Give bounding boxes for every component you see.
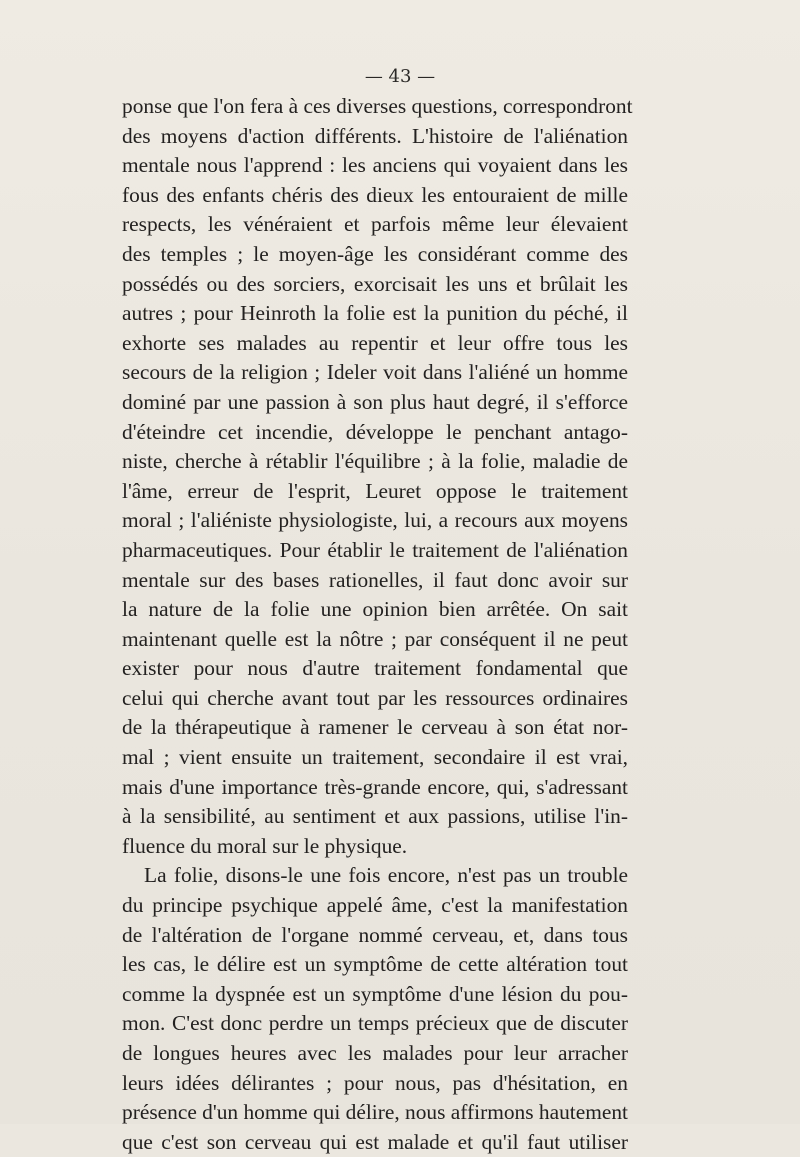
text-line: possédés ou des sorciers, exorcisait les uns et brûlait les xyxy=(122,271,628,296)
text-line: d'éteindre cet incendie, développe le penchant antago- xyxy=(122,419,628,444)
text-line: les cas, le délire est un symptôme de cette altération tout xyxy=(122,952,628,977)
text-line: des temples ; le moyen-âge les considérant comme des xyxy=(122,241,628,266)
text-line: des moyens d'action différents. L'histoire de l'aliénation xyxy=(122,123,628,148)
text-line: dominé par une passion à son plus haut degré, il s'efforce xyxy=(122,389,628,414)
text-line: maintenant quelle est la nôtre ; par conséquent il ne peut xyxy=(122,626,628,651)
text-line: à la sensibilité, au sentiment et aux passions, utilise l'in- xyxy=(122,804,628,829)
text-line: de longues heures avec les malades pour leur arracher xyxy=(122,1041,628,1065)
text-line: fous des enfants chéris des dieux les entouraient de mille xyxy=(122,182,628,207)
text-line: moral ; l'aliéniste physiologiste, lui, a recours aux moyens xyxy=(122,508,628,533)
page-number: — 43 — xyxy=(364,66,436,87)
text-line: exister pour nous d'autre traitement fondamental que xyxy=(122,656,628,681)
body-text xyxy=(122,92,633,1157)
text-line: présence d'un homme qui délire, nous affirmons hautement xyxy=(122,1100,629,1125)
text-line: que c'est son cerveau qui est malade et qu'il faut utiliser xyxy=(122,1129,628,1154)
text-line: comme la dyspnée est un symptôme d'une lésion du pou- xyxy=(122,981,628,1006)
text-line: de l'altération de l'organe nommé cerveau, et, dans tous xyxy=(122,922,628,947)
text-line: autres ; pour Heinroth la folie est la punition du péché, il xyxy=(122,301,628,326)
text-line: mentale nous l'apprend : les anciens qui voyaient dans les xyxy=(122,153,628,178)
text-line: niste, cherche à rétablir l'équilibre ; à la folie, maladie de xyxy=(122,449,628,474)
text-line: ponse que l'on fera à ces diverses questions, correspondront xyxy=(122,94,633,118)
paragraph-start-line: La folie, disons-le une fois encore, n'est pas un trouble xyxy=(144,863,628,888)
text-line: de la thérapeutique à ramener le cerveau à son état nor- xyxy=(122,715,628,740)
paragraph-end-line: fluence du moral sur le physique. xyxy=(122,833,408,858)
text-line: secours de la religion ; Ideler voit dans l'aliéné un homme xyxy=(122,360,628,385)
text-line: l'âme, erreur de l'esprit, Leuret oppose le traitement xyxy=(122,478,628,503)
text-line: leurs idées délirantes ; pour nous, pas d'hésitation, en xyxy=(122,1070,628,1095)
text-line: celui qui cherche avant tout par les ressources ordinaires xyxy=(122,685,628,710)
text-line: la nature de la folie une opinion bien arrêtée. On sait xyxy=(122,597,628,622)
text-line: mentale sur des bases rationelles, il faut donc avoir sur xyxy=(122,567,628,592)
text-line: pharmaceutiques. Pour établir le traitement de l'aliénation xyxy=(122,537,628,562)
text-line: du principe psychique appelé âme, c'est la manifestation xyxy=(122,893,628,918)
text-line: exhorte ses malades au repentir et leur offre tous les xyxy=(122,330,628,355)
text-line: mal ; vient ensuite un traitement, secondaire il est vrai, xyxy=(122,745,628,770)
text-line: mais d'une importance très-grande encore, qui, s'adressant xyxy=(122,774,628,799)
text-line: mon. C'est donc perdre un temps précieux que de discuter xyxy=(122,1011,628,1036)
text-line: respects, les vénéraient et parfois même leur élevaient xyxy=(122,212,628,237)
